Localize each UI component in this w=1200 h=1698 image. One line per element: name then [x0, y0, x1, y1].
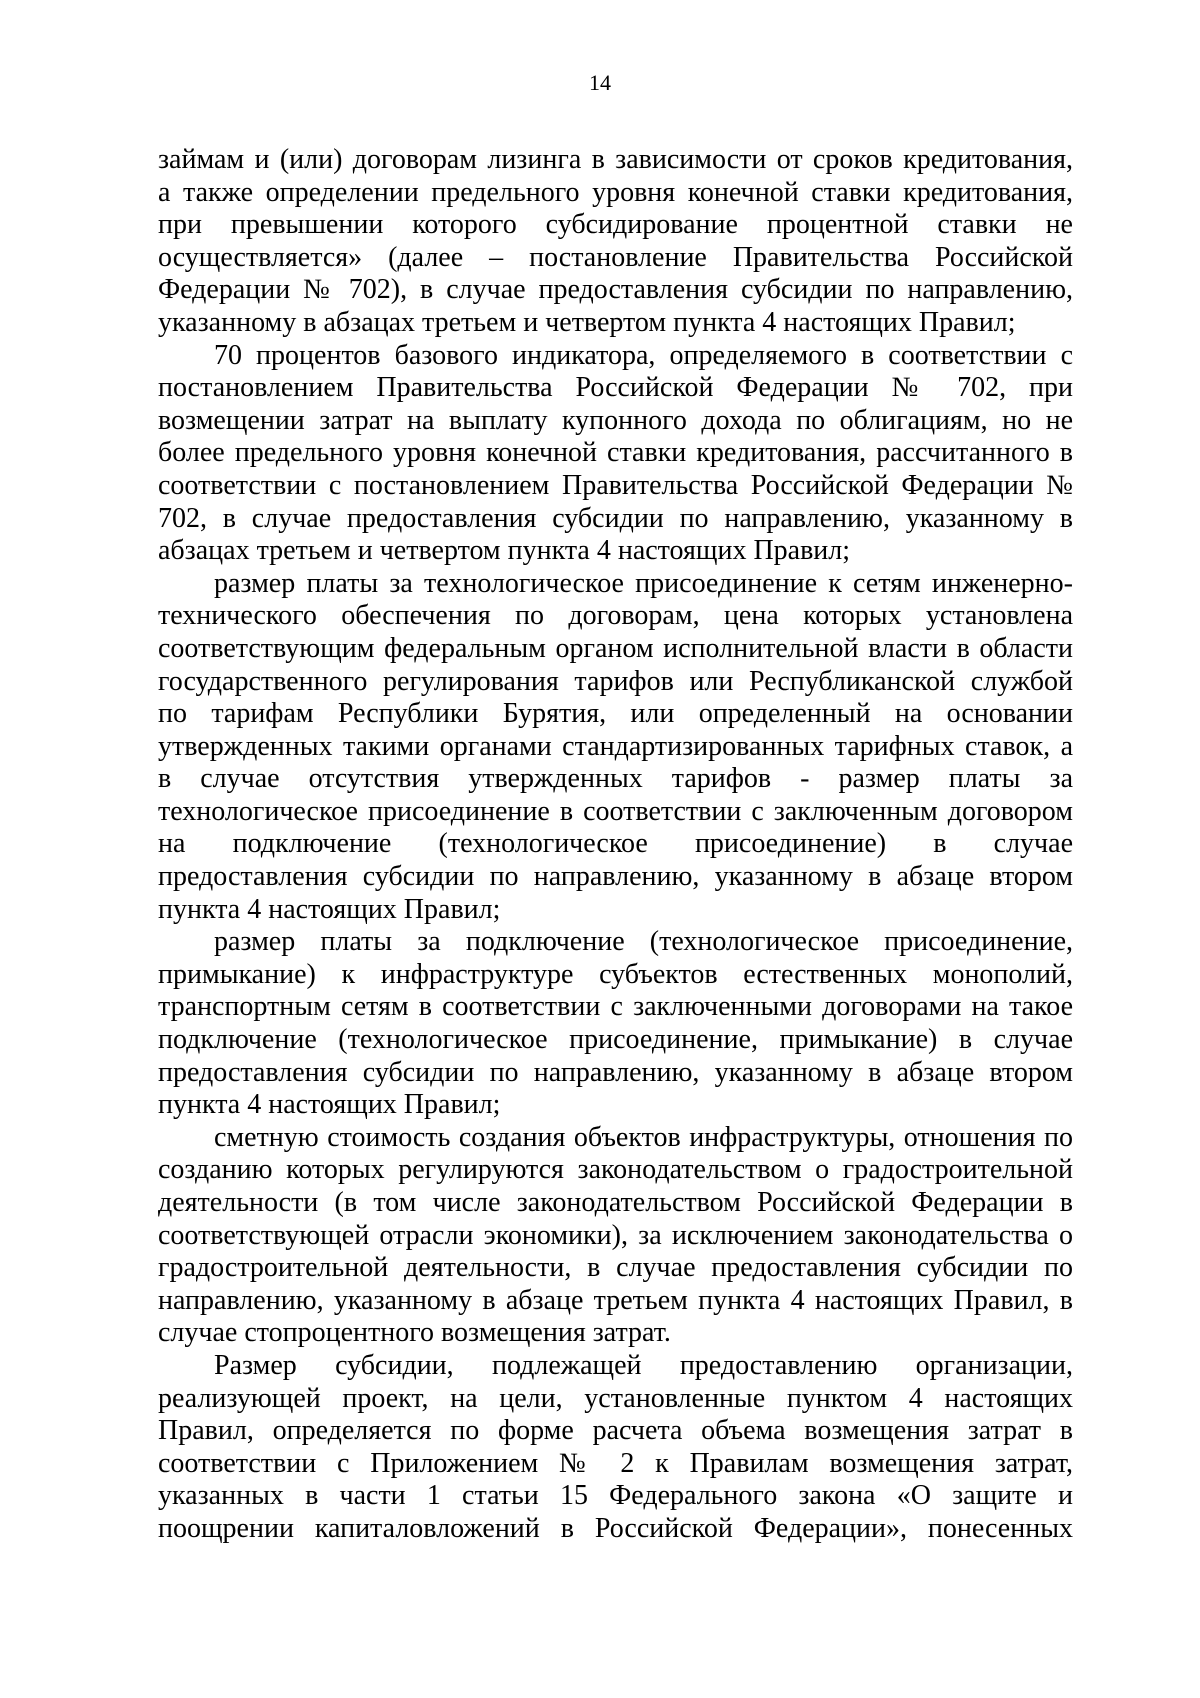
- text-line: подключение (технологическое присоединение, примыкание) в случае: [158, 1024, 1073, 1056]
- text-line: сметную стоимость создания объектов инфраструктуры, отношения по: [214, 1121, 1073, 1153]
- text-line: созданию которых регулируются законодательством о градостроительной: [158, 1154, 1073, 1186]
- text-line: по тарифам Республики Бурятия, или определенный на основании: [158, 698, 1073, 730]
- text-line: более предельного уровня конечной ставки кредитования, рассчитанного в: [158, 437, 1073, 469]
- text-line: Размер субсидии, подлежащей предоставлению организации,: [214, 1349, 1073, 1381]
- text-line: соответствующей отрасли экономики), за исключением законодательства о: [158, 1219, 1073, 1251]
- text-line: утвержденных такими органами стандартизированных тарифных ставок, а: [158, 730, 1073, 762]
- text-line: займам и (или) договорам лизинга в зависимости от сроков кредитования,: [158, 144, 1073, 175]
- text-line: размер платы за технологическое присоединение к сетям инженерно-: [214, 567, 1073, 599]
- text-line: Правил, определяется по форме расчета объема возмещения затрат в: [158, 1415, 1073, 1447]
- text-line: пункта 4 настоящих Правил;: [158, 1089, 501, 1121]
- text-line: технологическое присоединение в соответствии с заключенным договором: [158, 795, 1073, 827]
- text-line: случае стопроцентного возмещения затрат.: [158, 1317, 671, 1349]
- text-line: а также определении предельного уровня конечной ставки кредитования,: [158, 176, 1073, 208]
- text-line: пункта 4 настоящих Правил;: [158, 893, 501, 925]
- text-line: соответствии с Приложением № 2 к Правилам возмещения затрат,: [158, 1447, 1073, 1479]
- text-line: указанному в абзацах третьем и четвертом пункта 4 настоящих Правил;: [158, 306, 1016, 338]
- text-line: деятельности (в том числе законодательством Российской Федерации в: [158, 1187, 1073, 1218]
- text-line: в случае отсутствия утвержденных тарифов - размер платы за: [158, 763, 1073, 795]
- text-line: поощрении капиталовложений в Российской Федерации», понесенных: [158, 1512, 1073, 1544]
- text-line: соответствующим федеральным органом исполнительной власти в области: [158, 632, 1073, 664]
- text-line: градостроительной деятельности, в случае предоставления субсидии по: [158, 1252, 1073, 1284]
- text-line: государственного регулирования тарифов или Республиканской службой: [158, 665, 1073, 697]
- text-line: на подключение (технологическое присоединение) в случае: [158, 828, 1073, 860]
- text-line: осуществляется» (далее – постановление Правительства Российской: [158, 241, 1073, 273]
- text-line: направлению, указанному в абзаце третьем пункта 4 настоящих Правил, в: [158, 1284, 1073, 1316]
- text-line: реализующей проект, на цели, установленные пунктом 4 настоящих: [158, 1382, 1073, 1414]
- text-line: 702, в случае предоставления субсидии по направлению, указанному в: [158, 502, 1073, 534]
- text-line: транспортным сетям в соответствии с заключенными договорами на такое: [158, 991, 1073, 1023]
- text-line: абзацах третьем и четвертом пункта 4 настоящих Правил;: [158, 535, 851, 567]
- text-line: предоставления субсидии по направлению, указанному в абзаце втором: [158, 1056, 1073, 1088]
- text-line: Федерации № 702), в случае предоставления субсидии по направлению,: [158, 274, 1073, 306]
- text-line: указанных в части 1 статьи 15 Федерального закона «О защите и: [158, 1480, 1073, 1512]
- text-line: соответствии с постановлением Правительства Российской Федерации №: [158, 469, 1073, 501]
- page-number: 14: [589, 70, 611, 95]
- text-line: предоставления субсидии по направлению, указанному в абзаце втором: [158, 861, 1073, 893]
- text-line: при превышении которого субсидирование процентной ставки не: [158, 209, 1073, 241]
- body-text: [158, 144, 1073, 1546]
- text-line: постановлением Правительства Российской Федерации № 702, при: [158, 372, 1073, 404]
- text-line: технического обеспечения по договорам, цена которых установлена: [158, 600, 1073, 632]
- text-line: возмещении затрат на выплату купонного дохода по облигациям, но не: [158, 404, 1073, 436]
- text-line: размер платы за подключение (технологическое присоединение,: [214, 926, 1073, 958]
- text-line: примыкание) к инфраструктуре субъектов естественных монополий,: [158, 958, 1073, 990]
- text-line: 70 процентов базового индикатора, определяемого в соответствии с: [214, 339, 1073, 371]
